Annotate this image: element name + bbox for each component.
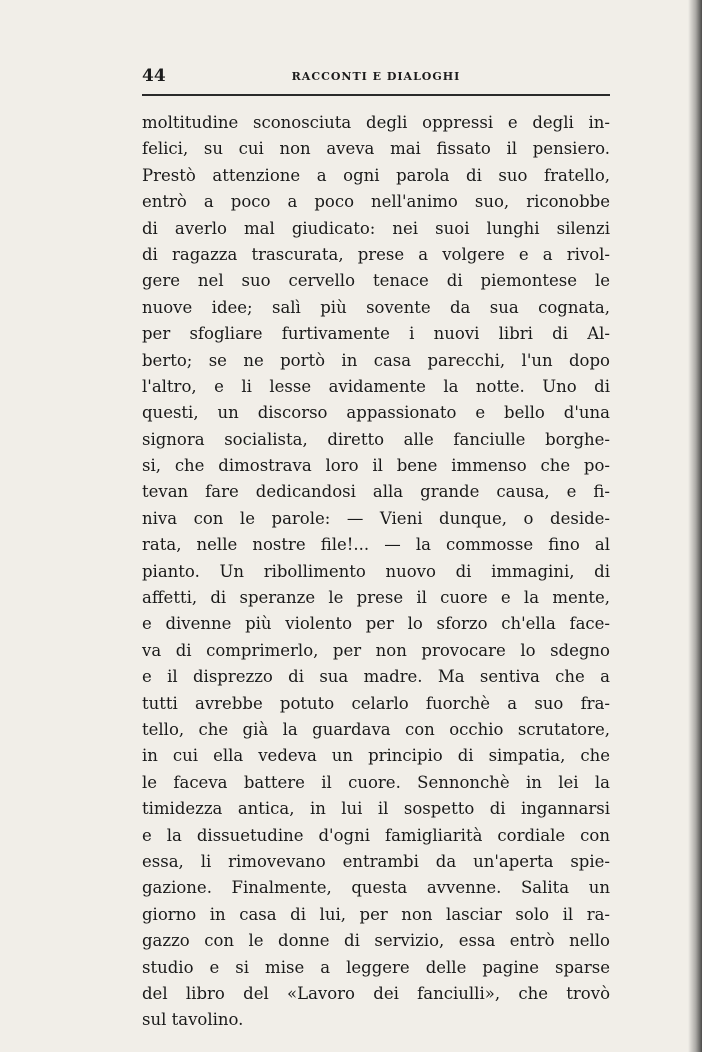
text-line: del libro del «Lavoro dei fanciulli», che trovò xyxy=(142,983,610,1003)
text-line: di ragazza trascurata, prese a volgere e a rivol- xyxy=(142,244,610,264)
text-line: gazzo con le donne di servizio, essa entrò nello xyxy=(142,931,610,951)
text-line: pianto. Un ribollimento nuovo di immagini, di xyxy=(142,561,610,581)
text-line: Prestò attenzione a ogni parola di suo fratello, xyxy=(142,165,610,185)
text-line: essa, li rimovevano entrambi da un'aperta spie- xyxy=(142,851,610,871)
text-line: l'altro, e li lesse avidamente la notte. Uno di xyxy=(142,376,610,396)
text-line: e il disprezzo di sua madre. Ma sentiva che a xyxy=(142,667,610,687)
text-line: felici, su cui non aveva mai fissato il pensiero. xyxy=(142,139,610,159)
spine-shadow xyxy=(688,0,702,1052)
body-text xyxy=(142,110,610,1034)
text-line: e divenne più violento per lo sforzo ch'ella face- xyxy=(142,614,610,634)
text-line: timidezza antica, in lui il sospetto di ingannarsi xyxy=(142,799,610,819)
page-number: 44 xyxy=(142,66,166,86)
text-line: va di comprimerlo, per non provocare lo sdegno xyxy=(142,640,610,660)
header-rule xyxy=(142,94,610,96)
text-line: tello, che già la guardava con occhio scrutatore, xyxy=(142,719,610,739)
text-line: di averlo mal giudicato: nei suoi lunghi silenzi xyxy=(142,218,610,238)
text-line: le faceva battere il cuore. Sennonchè in lei la xyxy=(142,772,610,792)
text-line: tevan fare dedicandosi alla grande causa, e fi- xyxy=(142,482,610,502)
text-line: giorno in casa di lui, per non lasciar solo il ra- xyxy=(142,904,610,924)
text-line: niva con le parole: — Vieni dunque, o deside- xyxy=(142,508,610,528)
text-line: nuove idee; salì più sovente da sua cognata, xyxy=(142,297,610,317)
text-line: si, che dimostrava loro il bene immenso che po- xyxy=(142,456,610,476)
text-line: per sfogliare furtivamente i nuovi libri di Al- xyxy=(142,324,610,344)
text-line: questi, un discorso appassionato e bello d'una xyxy=(142,403,610,423)
text-line: signora socialista, diretto alle fanciulle borghe- xyxy=(142,429,610,449)
text-line: studio e si mise a leggere delle pagine sparse xyxy=(142,957,610,977)
text-line: affetti, di speranze le prese il cuore e la mente, xyxy=(142,588,610,608)
running-head xyxy=(142,66,610,90)
text-line: rata, nelle nostre file!... — la commosse fino al xyxy=(142,535,610,555)
text-line: gere nel suo cervello tenace di piemontese le xyxy=(142,271,610,291)
text-line: e la dissuetudine d'ogni famigliarità cordiale con xyxy=(142,825,610,845)
text-line: entrò a poco a poco nell'animo suo, riconobbe xyxy=(142,192,610,212)
text-line: sul tavolino. xyxy=(142,1010,244,1030)
text-line: berto; se ne portò in casa parecchi, l'un dopo xyxy=(142,350,610,370)
text-line: gazione. Finalmente, questa avvenne. Salita un xyxy=(142,878,610,898)
text-line: moltitudine sconosciuta degli oppressi e degli in- xyxy=(142,113,610,132)
running-title: RACCONTI E DIALOGHI xyxy=(291,70,461,83)
text-line: in cui ella vedeva un principio di simpatia, che xyxy=(142,746,610,766)
text-line: tutti avrebbe potuto celarlo fuorchè a suo fra- xyxy=(142,693,610,713)
